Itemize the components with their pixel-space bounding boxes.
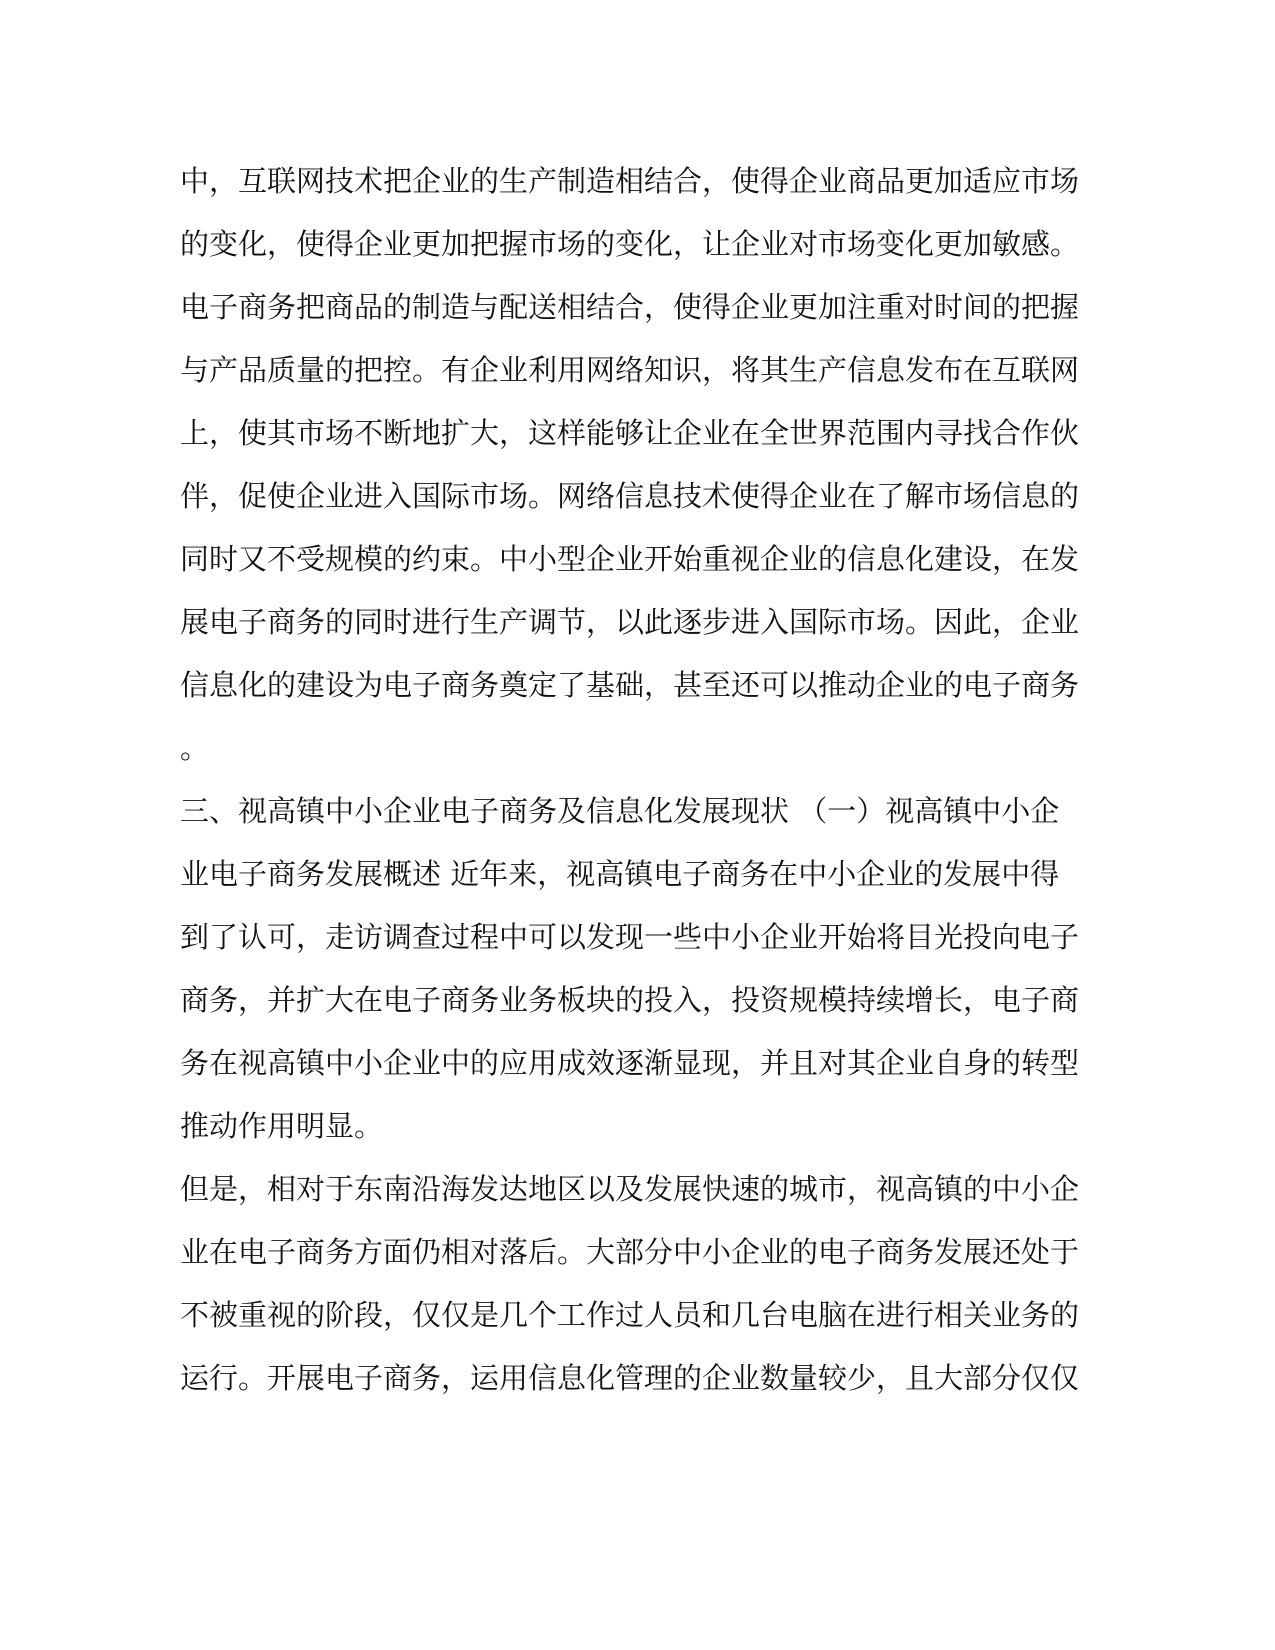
text-line: 展电子商务的同时进行生产调节，以此逐步进入国际市场。因此，企业 — [180, 605, 1080, 639]
text-line: 业在电子商务方面仍相对落后。大部分中小企业的电子商务发展还处于 — [180, 1235, 1080, 1269]
text-line: 推动作用明显。 — [180, 1109, 384, 1143]
text-line: 上，使其市场不断地扩大，这样能够让企业在全世界范围内寻找合作伙 — [180, 416, 1080, 450]
text-line: 与产品质量的把控。有企业利用网络知识，将其生产信息发布在互联网 — [180, 353, 1080, 387]
text-line: 的变化，使得企业更加把握市场的变化，让企业对市场变化更加敏感。 — [180, 227, 1080, 261]
text-line: 电子商务把商品的制造与配送相结合，使得企业更加注重对时间的把握 — [180, 290, 1080, 324]
text-line: 务在视高镇中小企业中的应用成效逐渐显现，并且对其企业自身的转型 — [180, 1046, 1080, 1080]
text-line: 同时又不受规模的约束。中小型企业开始重视企业的信息化建设，在发 — [180, 542, 1080, 576]
text-line: 信息化的建设为电子商务奠定了基础，甚至还可以推动企业的电子商务 — [180, 668, 1080, 702]
text-line: 中，互联网技术把企业的生产制造相结合，使得企业商品更加适应市场 — [180, 164, 1080, 198]
text-line: 伴，促使企业进入国际市场。网络信息技术使得企业在了解市场信息的 — [180, 479, 1080, 513]
section-heading-line: 三、视高镇中小企业电子商务及信息化发展现状 （一）视高镇中小企 — [180, 794, 1060, 828]
text-line: 不被重视的阶段，仅仅是几个工作过人员和几台电脑在进行相关业务的 — [180, 1298, 1080, 1332]
document-body — [180, 150, 1080, 1410]
text-line: 业电子商务发展概述 近年来，视高镇电子商务在中小企业的发展中得 — [180, 857, 1060, 891]
text-line: 。 — [180, 731, 210, 765]
text-line: 运行。开展电子商务，运用信息化管理的企业数量较少，且大部分仅仅 — [180, 1361, 1080, 1395]
text-line: 商务，并扩大在电子商务业务板块的投入，投资规模持续增长，电子商 — [180, 983, 1080, 1017]
text-line: 但是，相对于东南沿海发达地区以及发展快速的城市，视高镇的中小企 — [180, 1172, 1080, 1206]
text-line: 到了认可，走访调查过程中可以发现一些中小企业开始将目光投向电子 — [180, 920, 1080, 954]
